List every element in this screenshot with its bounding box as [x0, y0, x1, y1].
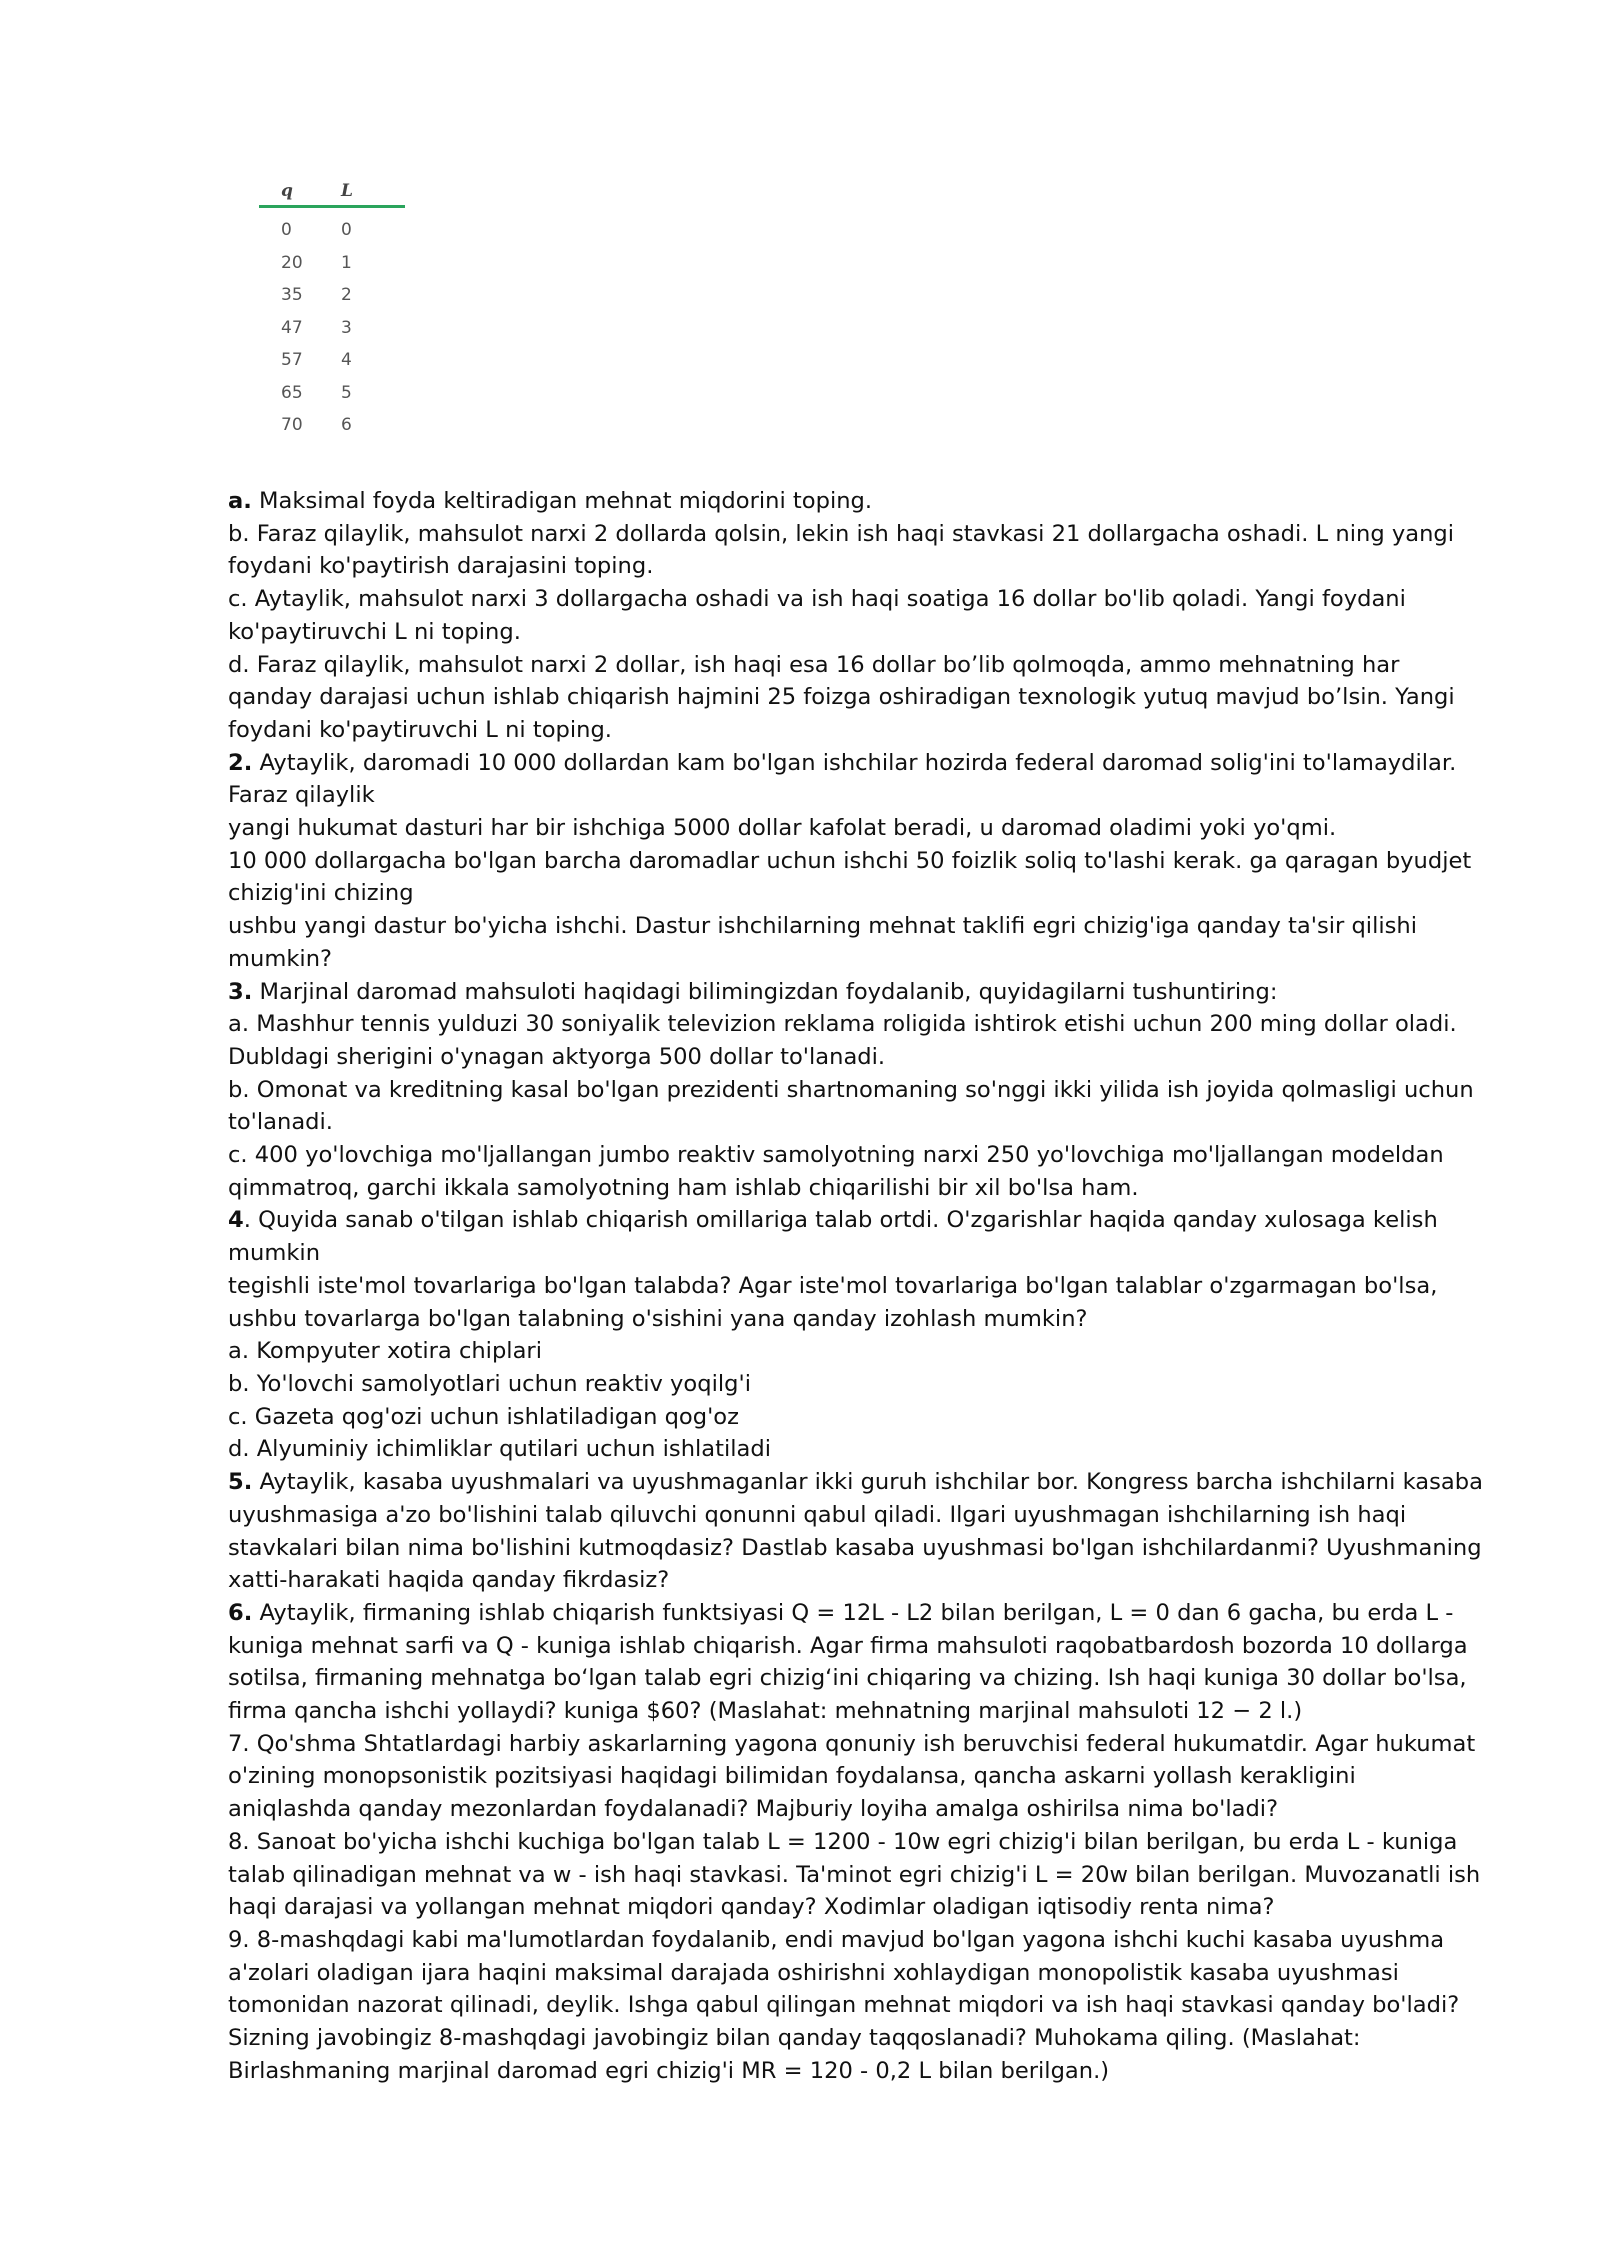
cell-q: 47: [281, 317, 303, 338]
cell-l: 1: [341, 252, 352, 273]
line-text: b. Omonat va kreditning kasal bo'lgan prezidenti shartnomaning so'nggi ikki yilida ish joyida qolmasligi uchun: [228, 1076, 1474, 1103]
text-line: [228, 1957, 1488, 1990]
line-text: c. Gazeta qog'ozi uchun ishlatiladigan qog'oz: [228, 1403, 739, 1430]
line-text: b. Faraz qilaylik, mahsulot narxi 2 dollarda qolsin, lekin ish haqi stavkasi 21 dollargacha oshadi. L ning yangi: [228, 520, 1455, 547]
q-l-table: [259, 172, 405, 442]
text-line: [228, 747, 1488, 780]
cell-q: 0: [281, 220, 292, 241]
text-line: [228, 1106, 1488, 1139]
text-line: [228, 1793, 1488, 1826]
line-text: b. Yo'lovchi samolyotlari uchun reaktiv yoqilg'i: [228, 1370, 751, 1397]
line-text: 9. 8-mashqdagi kabi ma'lumotlardan foydalanib, endi mavjud bo'lgan yagona ishchi kuchi kasaba uyushma: [228, 1926, 1445, 1953]
line-text: . Quyida sanab o'tilgan ishlab chiqarish omillariga talab ortdi. O'zgarishlar haqida qanday xulosaga kelish: [243, 1207, 1438, 1234]
line-text: firma qancha ishchi yollaydi? kuniga $60? (Maslahat: mehnatning marjinal mahsuloti 12 − 2 l.): [228, 1698, 1303, 1725]
cell-l: 2: [341, 285, 352, 306]
cell-q: 20: [281, 252, 303, 273]
line-text: aniqlashda qanday mezonlardan foydalanadi? Majburiy loyiha amalga oshirilsa nima bo'ladi?: [228, 1796, 1279, 1823]
text-line: [228, 1662, 1488, 1695]
text-line: [228, 1597, 1488, 1630]
cell-q: 57: [281, 350, 303, 371]
line-text: d. Faraz qilaylik, mahsulot narxi 2 dollar, ish haqi esa 16 dollar bo’lib qolmoqda, ammo mehnatning har: [228, 651, 1400, 678]
text-line: [228, 1237, 1488, 1270]
text-line: [228, 943, 1488, 976]
table-row: [259, 279, 405, 312]
text-line: [228, 485, 1488, 518]
table-row: [259, 312, 405, 345]
text-line: [228, 877, 1488, 910]
line-text: Aytaylik, daromadi 10 000 dollardan kam bo'lgan ishchilar hozirda federal daromad solig'ini to'lamaydilar.: [252, 749, 1457, 776]
text-line: [228, 1924, 1488, 1957]
text-line: [228, 1499, 1488, 1532]
text-line: [228, 714, 1488, 747]
item-number: a.: [228, 488, 252, 514]
text-line: [228, 976, 1488, 1009]
line-text: o'zining monopsonistik pozitsiyasi haqidagi bilimidan foydalansa, qancha askarni yollash kerakligini: [228, 1763, 1356, 1790]
line-text: qanday darajasi uchun ishlab chiqarish hajmini 25 foizga oshiradigan texnologik yutuq mavjud bo’lsin. Yangi: [228, 684, 1455, 711]
item-number: 4: [228, 1207, 244, 1234]
line-text: Sizning javobingiz 8-mashqdagi javobingiz bilan qanday taqqoslanadi? Muhokama qiling. (Maslahat:: [228, 2025, 1361, 2052]
line-text: Maksimal foyda keltiradigan mehnat miqdorini toping.: [251, 488, 873, 514]
header-l: L: [341, 181, 353, 201]
text-line: [228, 616, 1488, 649]
text-line: [228, 1139, 1488, 1172]
line-text: d. Alyuminiy ichimliklar qutilari uchun ishlatiladi: [228, 1436, 772, 1463]
text-line: [228, 1760, 1488, 1793]
text-line: [228, 845, 1488, 878]
cell-l: 0: [341, 220, 352, 241]
text-line: [228, 649, 1488, 682]
text-line: [228, 1270, 1488, 1303]
line-text: tegishli iste'mol tovarlariga bo'lgan talabda? Agar iste'mol tovarlariga bo'lgan talablar o'zgarmagan bo'lsa,: [228, 1272, 1438, 1299]
text-line: [228, 1695, 1488, 1728]
text-line: [228, 1826, 1488, 1859]
cell-l: 6: [341, 415, 352, 436]
line-text: c. Aytaylik, mahsulot narxi 3 dollargacha oshadi va ish haqi soatiga 16 dollar bo'lib qoladi. Yangi foydani: [228, 586, 1406, 613]
text-line: [228, 583, 1488, 616]
text-line: [228, 1041, 1488, 1074]
line-text: a. Mashhur tennis yulduzi 30 soniyalik televizion reklama roligida ishtirok etishi uchun 200 ming dollar oladi.: [228, 1011, 1457, 1038]
line-text: talab qilinadigan mehnat va w - ish haqi stavkasi. Ta'minot egri chizig'i L = 20w bilan berilgan. Muvozanatli ish: [228, 1861, 1481, 1888]
line-text: haqi darajasi va yollangan mehnat miqdori qanday? Xodimlar oladigan iqtisodiy renta nima?: [228, 1894, 1275, 1921]
line-text: Birlashmaning marjinal daromad egri chizig'i MR = 120 - 0,2 L bilan berilgan.): [228, 2057, 1110, 2084]
line-text: Marjinal daromad mahsuloti haqidagi bilimingizdan foydalanib, quyidagilarni tushuntiring:: [252, 978, 1278, 1005]
line-text: kuniga mehnat sarfi va Q - kuniga ishlab chiqarish. Agar firma mahsuloti raqobatbardosh bozorda 10 dollarga: [228, 1632, 1468, 1659]
line-text: ushbu yangi dastur bo'yicha ishchi. Dastur ishchilarning mehnat taklifi egri chizig'iga qanday ta'sir qilishi: [228, 913, 1418, 940]
text-line: [228, 1564, 1488, 1597]
line-text: ushbu tovarlarga bo'lgan talabning o'sishini yana qanday izohlash mumkin?: [228, 1305, 1088, 1332]
line-text: qimmatroq, garchi ikkala samolyotning ham ishlab chiqarilishi bir xil bo'lsa ham.: [228, 1174, 1139, 1201]
text-line: [228, 2022, 1488, 2055]
text-line: [228, 1433, 1488, 1466]
cell-q: 65: [281, 382, 303, 403]
line-text: yangi hukumat dasturi har bir ishchiga 5000 dollar kafolat beradi, u daromad oladimi yoki yo'qmi.: [228, 815, 1337, 842]
text-line: [228, 1859, 1488, 1892]
cell-q: 70: [281, 415, 303, 436]
line-text: Faraz qilaylik: [228, 782, 375, 809]
item-number: 6.: [228, 1599, 253, 1626]
text-line: [228, 1728, 1488, 1761]
item-number: 5.: [228, 1469, 253, 1496]
document-text: [228, 485, 1488, 2087]
line-text: a'zolari oladigan ijara haqini maksimal darajada oshirishni xohlaydigan monopolistik kasaba uyushmasi: [228, 1959, 1399, 1986]
line-text: Dubldagi sherigini o'ynagan aktyorga 500 dollar to'lanadi.: [228, 1043, 886, 1070]
line-text: stavkalari bilan nima bo'lishini kutmoqdasiz? Dastlab kasaba uyushmasi bo'lgan ishchilardanmi? Uyushmaning: [228, 1534, 1482, 1561]
text-line: [228, 1630, 1488, 1663]
line-text: xatti-harakati haqida qanday fikrdasiz?: [228, 1567, 670, 1594]
line-text: uyushmasiga a'zo bo'lishini talab qiluvchi qonunni qabul qiladi. Ilgari uyushmagan ishchilarning ish haqi: [228, 1501, 1407, 1528]
line-text: chizig'ini chizing: [228, 880, 414, 907]
text-line: [228, 1401, 1488, 1434]
line-text: Aytaylik, kasaba uyushmalari va uyushmaganlar ikki guruh ishchilar bor. Kongress barcha ishchilarni kasaba: [252, 1469, 1483, 1496]
line-text: ko'paytiruvchi L ni toping.: [228, 618, 521, 645]
text-line: [228, 550, 1488, 583]
item-number: 3.: [228, 978, 253, 1005]
cell-q: 35: [281, 285, 303, 306]
table-row: [259, 344, 405, 377]
cell-l: 3: [341, 317, 352, 338]
line-text: foydani ko'paytirish darajasini toping.: [228, 553, 654, 580]
line-text: 10 000 dollargacha bo'lgan barcha daromadlar uchun ishchi 50 foizlik soliq to'lashi kerak. ga qaragan byudjet: [228, 847, 1472, 874]
line-text: a. Kompyuter xotira chiplari: [228, 1338, 542, 1365]
text-line: [228, 518, 1488, 551]
table-row: [259, 409, 405, 442]
text-line: [228, 1204, 1488, 1237]
line-text: to'lanadi.: [228, 1109, 333, 1136]
text-line: [228, 1532, 1488, 1565]
text-line: [228, 812, 1488, 845]
text-line: [228, 1989, 1488, 2022]
line-text: sotilsa, firmaning mehnatga bo‘lgan talab egri chizig‘ini chiqaring va chizing. Ish haqi kuniga 30 dollar bo'lsa,: [228, 1665, 1467, 1692]
line-text: tomonidan nazorat qilinadi, deylik. Ishga qabul qilingan mehnat miqdori va ish haqi stavkasi qanday bo'ladi?: [228, 1992, 1460, 2019]
table-row: [259, 214, 405, 247]
text-line: [228, 779, 1488, 812]
line-text: mumkin?: [228, 945, 333, 972]
line-text: 8. Sanoat bo'yicha ishchi kuchiga bo'lgan talab L = 1200 - 10w egri chizig'i bilan berilgan, bu erda L - kuniga: [228, 1828, 1458, 1855]
table-header: [259, 172, 405, 208]
text-line: [228, 1335, 1488, 1368]
text-line: [228, 1368, 1488, 1401]
text-line: [228, 1303, 1488, 1336]
text-line: [228, 1891, 1488, 1924]
text-line: [228, 1008, 1488, 1041]
cell-l: 5: [341, 382, 352, 403]
line-text: Aytaylik, firmaning ishlab chiqarish funktsiyasi Q = 12L - L2 bilan berilgan, L = 0 dan 6 gacha, bu erda L -: [252, 1599, 1454, 1626]
text-line: [228, 1074, 1488, 1107]
text-line: [228, 681, 1488, 714]
header-q: q: [281, 181, 293, 201]
text-line: [228, 910, 1488, 943]
table-row: [259, 247, 405, 280]
line-text: c. 400 yo'lovchiga mo'ljallangan jumbo reaktiv samolyotning narxi 250 yo'lovchiga mo'ljallangan modeldan: [228, 1142, 1444, 1169]
line-text: 7. Qo'shma Shtatlardagi harbiy askarlarning yagona qonuniy ish beruvchisi federal hukumatdir. Agar hukumat: [228, 1730, 1476, 1757]
item-number: 2.: [228, 749, 253, 776]
text-line: [228, 2055, 1488, 2088]
table-row: [259, 377, 405, 410]
text-line: [228, 1466, 1488, 1499]
line-text: mumkin: [228, 1240, 321, 1267]
text-line: [228, 1172, 1488, 1205]
table-body: [259, 214, 405, 442]
line-text: foydani ko'paytiruvchi L ni toping.: [228, 716, 612, 743]
cell-l: 4: [341, 350, 352, 371]
